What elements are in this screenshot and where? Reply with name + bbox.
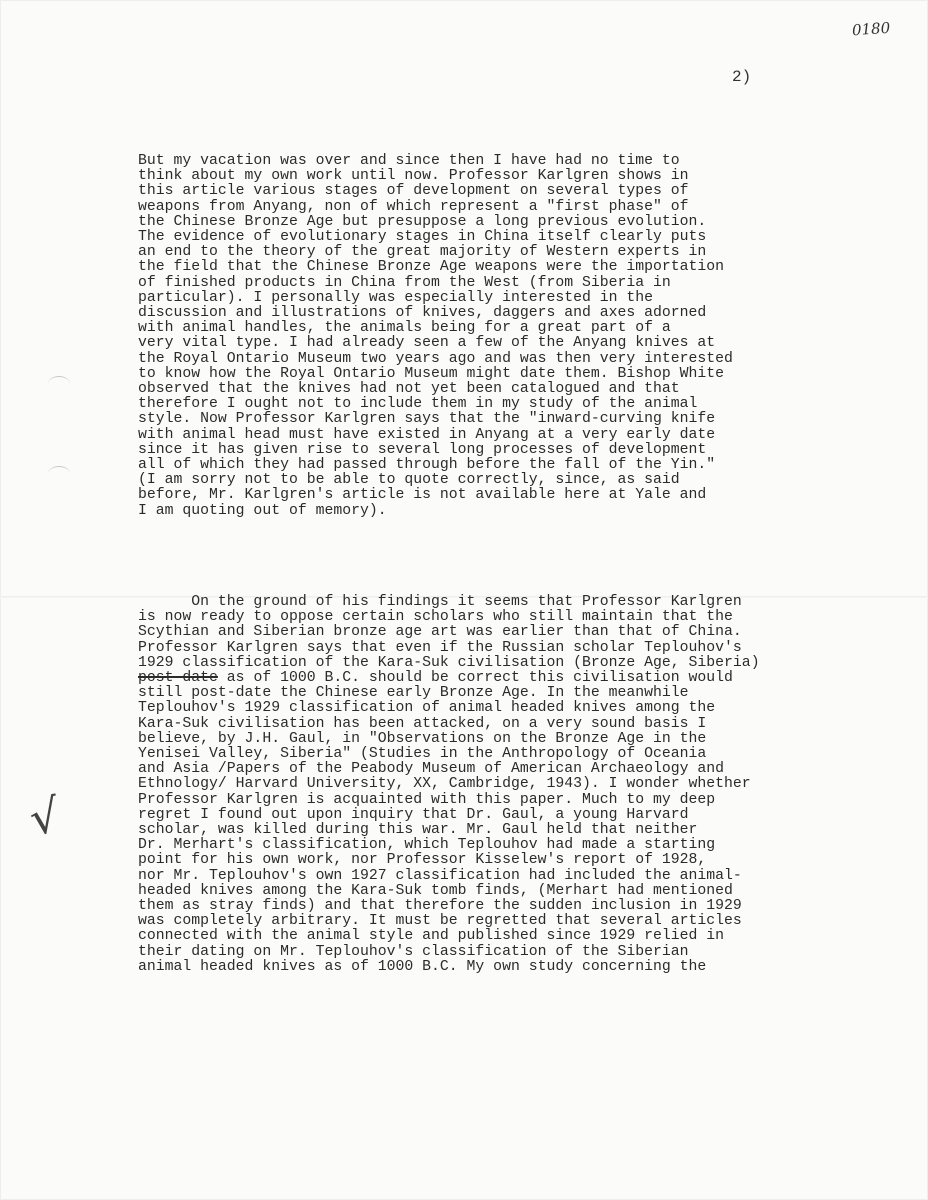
paragraph-2 <box>138 595 878 975</box>
text-line: an end to the theory of the great majority of Western experts in <box>138 244 707 261</box>
text-line: the Royal Ontario Museum two years ago and was then very interested <box>138 350 733 367</box>
text-line: discussion and illustrations of knives, daggers and axes adorned <box>138 305 707 322</box>
para2-lines-before <box>138 594 760 671</box>
margin-hole-mark <box>48 466 70 481</box>
text-line: style. Now Professor Karlgren says that the "inward-curving knife <box>138 411 716 428</box>
text-line: this article various stages of development on several types of <box>138 183 689 200</box>
text-line: all of which they had passed through before the fall of the Yin." <box>138 457 716 474</box>
text-line: very vital type. I had already seen a few of the Anyang knives at <box>138 335 716 352</box>
text-line: The evidence of evolutionary stages in China itself clearly puts <box>138 229 707 246</box>
archive-number: 0180 <box>851 18 891 40</box>
text-line: of finished products in China from the West (from Siberia in <box>138 274 671 291</box>
text-line: regret I found out upon inquiry that Dr. Gaul, a young Harvard <box>138 806 689 823</box>
text-line: their dating on Mr. Teplouhov's classification of the Siberian <box>138 943 689 960</box>
text-line: Professor Karlgren says that even if the Russian scholar Teplouhov's <box>138 639 742 656</box>
text-line: is now ready to oppose certain scholars who still maintain that the <box>138 609 733 626</box>
paragraph-1 <box>138 154 878 519</box>
text-line: the field that the Chinese Bronze Age weapons were the importation <box>138 259 725 276</box>
struck-line-rest: as of 1000 B.C. should be correct this civilisation would <box>217 670 733 687</box>
text-line: But my vacation was over and since then I have had no time to <box>138 153 680 169</box>
text-line: scholar, was killed during this war. Mr. Gaul held that neither <box>138 822 698 839</box>
text-line: Scythian and Siberian bronze age art was earlier than that of China. <box>138 624 742 641</box>
text-line: point for his own work, nor Professor Kisselew's report of 1928, <box>138 852 707 869</box>
text-line: nor Mr. Teplouhov's own 1927 classification had included the animal- <box>138 867 742 884</box>
text-line: still post-date the Chinese early Bronze Age. In the meanwhile <box>138 685 689 702</box>
text-line: to know how the Royal Ontario Museum might date them. Bishop White <box>138 365 725 382</box>
text-line: observed that the knives had not yet been catalogued and that <box>138 381 680 398</box>
handwritten-check-mark: √ <box>25 787 64 847</box>
text-line: and Asia /Papers of the Peabody Museum of American Archaeology and <box>138 761 725 778</box>
text-line: connected with the animal style and published since 1929 relied in <box>138 928 725 945</box>
para2-lines-after <box>138 685 751 975</box>
margin-hole-mark <box>48 376 70 391</box>
text-line: Professor Karlgren is acquainted with this paper. Much to my deep <box>138 791 716 808</box>
text-line: headed knives among the Kara-Suk tomb finds, (Merhart had mentioned <box>138 882 733 899</box>
struck-word: post-date <box>138 670 218 687</box>
text-line: the Chinese Bronze Age but presuppose a long previous evolution. <box>138 213 707 230</box>
text-line: Yenisei Valley, Siberia" (Studies in the Anthropology of Oceania <box>138 746 707 763</box>
text-line: Ethnology/ Harvard University, XX, Cambridge, 1943). I wonder whether <box>138 776 751 793</box>
text-line: animal headed knives as of 1000 B.C. My own study concerning the <box>138 958 707 975</box>
text-line: particular). I personally was especially interested in the <box>138 289 654 306</box>
text-line: Dr. Merhart's classification, which Teplouhov had made a starting <box>138 837 716 854</box>
text-line: Teplouhov's 1929 classification of animal headed knives among the <box>138 700 716 717</box>
text-line: 1929 classification of the Kara-Suk civilisation (Bronze Age, Siberia) <box>138 654 760 671</box>
page-number: 2) <box>732 68 752 86</box>
text-line: believe, by J.H. Gaul, in "Observations on the Bronze Age in the <box>138 730 707 747</box>
text-line: was completely arbitrary. It must be regretted that several articles <box>138 913 742 930</box>
text-line: weapons from Anyang, non of which represent a "first phase" of <box>138 198 689 215</box>
text-line: think about my own work until now. Professor Karlgren shows in <box>138 168 689 185</box>
text-line: since it has given rise to several long processes of development <box>138 441 707 458</box>
text-line: with animal handles, the animals being for a great part of a <box>138 320 671 337</box>
text-line: On the ground of his findings it seems that Professor Karlgren <box>138 594 742 610</box>
text-line: before, Mr. Karlgren's article is not available here at Yale and <box>138 487 707 504</box>
text-line: (I am sorry not to be able to quote correctly, since, as said <box>138 472 680 489</box>
text-line: them as stray finds) and that therefore the sudden inclusion in 1929 <box>138 898 742 915</box>
text-line: I am quoting out of memory). <box>138 502 387 519</box>
text-line: therefore I ought not to include them in my study of the animal <box>138 396 698 413</box>
text-line: Kara-Suk civilisation has been attacked, on a very sound basis I <box>138 715 707 732</box>
text-line: with animal head must have existed in Anyang at a very early date <box>138 426 716 443</box>
